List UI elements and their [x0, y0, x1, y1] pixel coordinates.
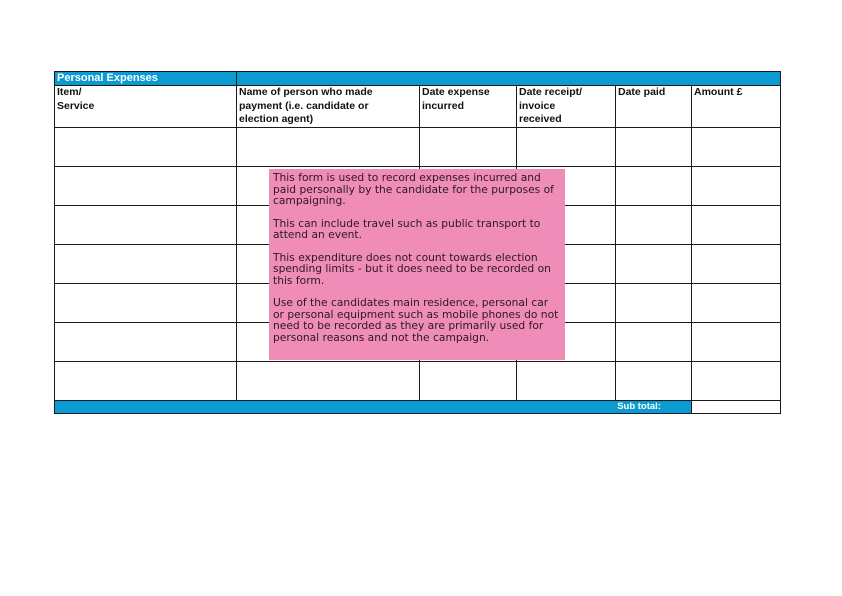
table-row [55, 127, 781, 166]
table-cell[interactable] [692, 205, 781, 244]
header-date-expense-incurred: Date expense incurred [420, 86, 517, 128]
table-cell[interactable] [616, 361, 692, 400]
table-cell[interactable] [55, 322, 237, 361]
table-cell[interactable] [616, 283, 692, 322]
table-title-row [55, 72, 781, 86]
table-cell[interactable] [237, 127, 420, 166]
title-band [237, 72, 781, 86]
header-date-receipt-received: Date receipt/ invoice received [517, 86, 616, 128]
table-cell[interactable] [55, 244, 237, 283]
header-item-service: Item/ Service [55, 86, 237, 128]
table-cell[interactable] [692, 283, 781, 322]
table-cell[interactable] [616, 205, 692, 244]
table-cell[interactable] [55, 205, 237, 244]
table-cell[interactable] [55, 283, 237, 322]
table-cell[interactable] [420, 127, 517, 166]
header-amount: Amount £ [692, 86, 781, 128]
table-cell[interactable] [692, 361, 781, 400]
table-cell[interactable] [616, 166, 692, 205]
table-title: Personal Expenses [55, 72, 237, 86]
note-paragraph: This expenditure does not count towards election spending limits - but it does need to be recorded on this form. [273, 250, 551, 287]
subtotal-label: Sub total: [55, 400, 692, 413]
table-cell[interactable] [692, 322, 781, 361]
table-cell[interactable] [237, 361, 420, 400]
table-cell[interactable] [55, 361, 237, 400]
table-cell[interactable] [420, 361, 517, 400]
instructions-note [269, 169, 565, 360]
header-payer-name: Name of person who made payment (i.e. candidate or election agent) [237, 86, 420, 128]
table-cell[interactable] [692, 127, 781, 166]
column-header-row [55, 86, 781, 128]
table-cell[interactable] [616, 127, 692, 166]
note-paragraph: Use of the candidates main residence, personal car or personal equipment such as mobile phones do not need to be recorded as they are primarily used for personal reasons and not the campaign. [273, 296, 559, 344]
table-cell[interactable] [55, 127, 237, 166]
table-cell[interactable] [692, 244, 781, 283]
table-cell[interactable] [616, 322, 692, 361]
table-cell[interactable] [517, 127, 616, 166]
subtotal-value-cell[interactable] [692, 400, 781, 413]
table-cell[interactable] [55, 166, 237, 205]
subtotal-row [55, 400, 781, 413]
header-date-paid: Date paid [616, 86, 692, 128]
note-paragraph: This can include travel such as public transport to attend an event. [273, 216, 541, 241]
table-row [55, 361, 781, 400]
note-paragraph: This form is used to record expenses incurred and paid personally by the candidate for the purposes of campaigning. [273, 171, 554, 207]
table-cell[interactable] [616, 244, 692, 283]
table-cell[interactable] [517, 361, 616, 400]
table-cell[interactable] [692, 166, 781, 205]
